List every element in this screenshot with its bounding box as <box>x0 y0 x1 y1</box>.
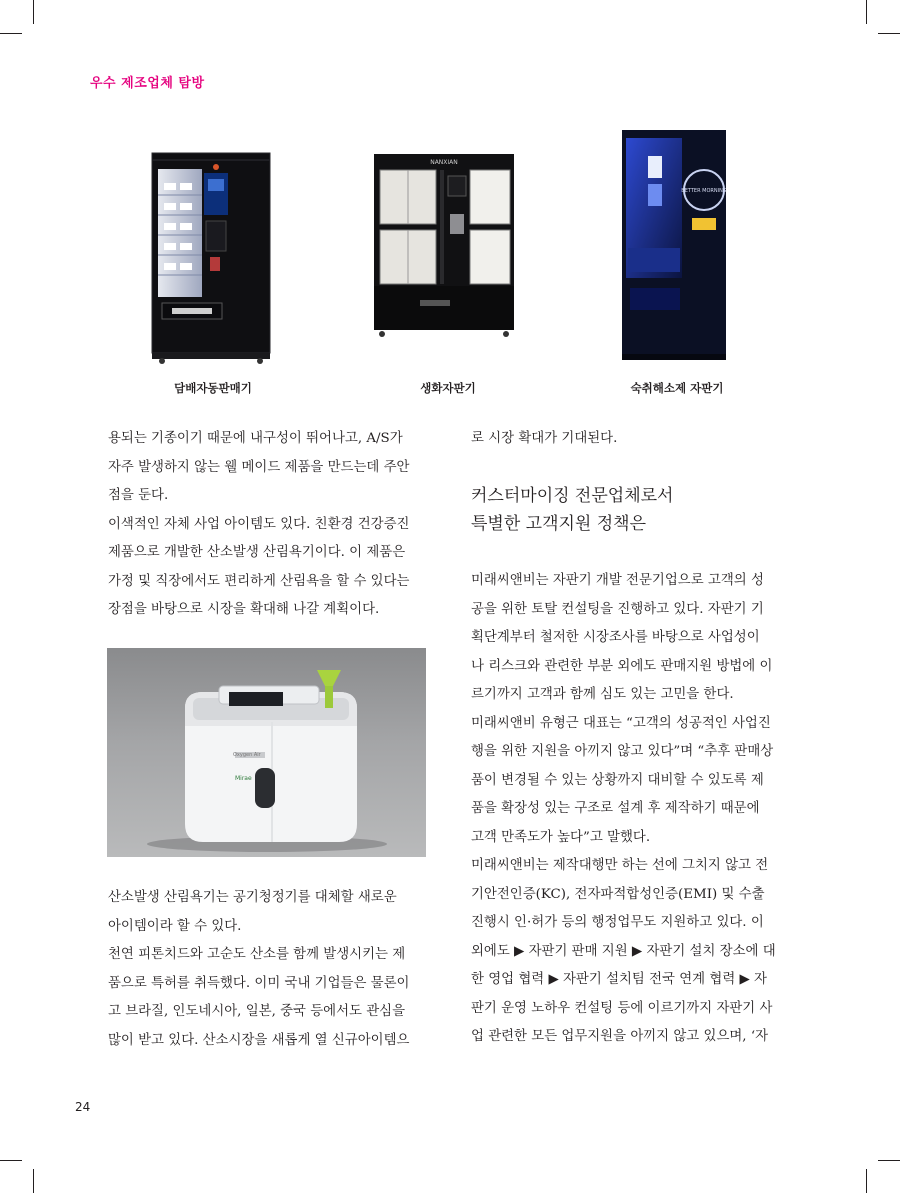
body-line: 가정 및 직장에서도 편리하게 산림욕을 할 수 있다는 <box>108 573 410 589</box>
body-line: 한 영업 협력 ▶ 자판기 설치팀 전국 연계 협력 ▶ 자 <box>471 972 767 987</box>
body-line: 진행시 인·허가 등의 행정업무도 지원하고 있다. 이 <box>471 915 764 930</box>
body-line: 업 관련한 모든 업무지원을 아끼지 않고 있으며, ‘자 <box>471 1029 769 1044</box>
body-line: 천연 피톤치드와 고순도 산소를 함께 발생시키는 제 <box>108 947 406 962</box>
body-line: 품을 확장성 있는 구조로 설계 후 제작하기 때문에 <box>471 801 760 816</box>
crop-mark <box>866 1169 867 1193</box>
product-caption: 담배자동판매기 <box>174 381 252 395</box>
body-line: 공을 위한 토탈 컨설팅을 진행하고 있다. 자판기 기 <box>471 601 764 617</box>
body-line: 미래씨앤비는 제작대행만 하는 선에 그치지 않고 전 <box>471 858 769 873</box>
crop-mark <box>878 33 900 34</box>
crop-mark <box>0 33 22 34</box>
body-line: 판기 운영 노하우 컨설팅 등에 이르기까지 자판기 사 <box>471 1000 773 1016</box>
crop-mark <box>866 0 867 24</box>
body-line: 외에도 ▶ 자판기 판매 지원 ▶ 자판기 설치 장소에 대 <box>471 943 776 959</box>
product-caption: 숙취해소제 자판기 <box>630 381 724 395</box>
flower-vending-machine-image <box>368 150 518 340</box>
body-line: 로 시장 확대가 기대된다. <box>471 431 618 446</box>
body-line: 이색적인 자체 사업 아이템도 있다. 친환경 건강증진 <box>108 516 410 532</box>
right-column-body <box>471 567 789 1052</box>
body-line: 미래씨앤비는 자판기 개발 전문기업으로 고객의 성 <box>471 573 764 588</box>
cigarette-vending-machine-image <box>148 145 280 367</box>
heading-line: 커스터마이징 전문업체로서 <box>471 486 674 506</box>
body-line: 자주 발생하지 않는 웰 메이드 제품을 만드는데 주안 <box>108 459 410 475</box>
crop-mark <box>33 1169 34 1193</box>
left-column-bottom <box>108 884 426 1055</box>
body-line: 많이 받고 있다. 산소시장을 새롭게 열 신규아이템으 <box>108 1032 410 1048</box>
heading-line: 특별한 고객지원 정책은 <box>471 514 647 534</box>
body-line: 고 브라질, 인도네시아, 일본, 중국 등에서도 관심을 <box>108 1004 406 1019</box>
body-line: 품으로 특허를 취득했다. 이미 국내 기업들은 물론이 <box>108 975 410 991</box>
body-line: 획단계부터 철저한 시장조사를 바탕으로 사업성이 <box>471 630 760 645</box>
body-line: 나 리스크와 관련한 부분 외에도 판매지원 방법에 이 <box>471 658 773 674</box>
page-number: 24 <box>75 1100 91 1114</box>
left-column-top <box>108 425 426 625</box>
section-heading <box>471 482 673 538</box>
body-line: 장점을 바탕으로 시장을 확대해 나갈 계획이다. <box>108 602 380 617</box>
device-logo: Mirae <box>235 775 252 782</box>
body-line: 기안전인증(KC), 전자파적합성인증(EMI) 및 수출 <box>471 886 765 902</box>
machine-brand: NANXIAN <box>430 159 458 166</box>
crop-mark <box>0 1160 22 1161</box>
oxygen-generator-photo <box>107 648 426 857</box>
section-title: 우수 제조업체 탐방 <box>90 76 205 91</box>
body-line: 행을 위한 지원을 아끼지 않고 있다”며 “추후 판매상 <box>471 744 774 759</box>
body-line: 품이 변경될 수 있는 상황까지 대비할 수 있도록 제 <box>471 772 764 788</box>
body-line: 미래씨앤비 유형근 대표는 “고객의 성공적인 사업진 <box>471 715 771 731</box>
machine-brand: BETTER MORNING <box>681 188 727 194</box>
product-caption: 생화자판기 <box>420 381 476 395</box>
body-line: 르기까지 고객과 함께 심도 있는 고민을 한다. <box>471 687 734 702</box>
body-line: 산소발생 산림욕기는 공기청정기를 대체할 새로운 <box>108 890 397 905</box>
crop-mark <box>33 0 34 24</box>
body-line: 제품으로 개발한 산소발생 산림욕기이다. 이 제품은 <box>108 545 406 560</box>
body-line: 용되는 기종이기 때문에 내구성이 뛰어나고, A/S가 <box>108 431 403 446</box>
hangover-cure-vending-machine-image <box>618 128 732 366</box>
body-line: 점을 둔다. <box>108 488 169 503</box>
body-line: 아이템이라 할 수 있다. <box>108 918 242 934</box>
crop-mark <box>878 1160 900 1161</box>
right-column-intro <box>471 425 789 454</box>
device-label: Oxygen Air <box>233 752 261 758</box>
body-line: 고객 만족도가 높다”고 말했다. <box>471 829 651 845</box>
